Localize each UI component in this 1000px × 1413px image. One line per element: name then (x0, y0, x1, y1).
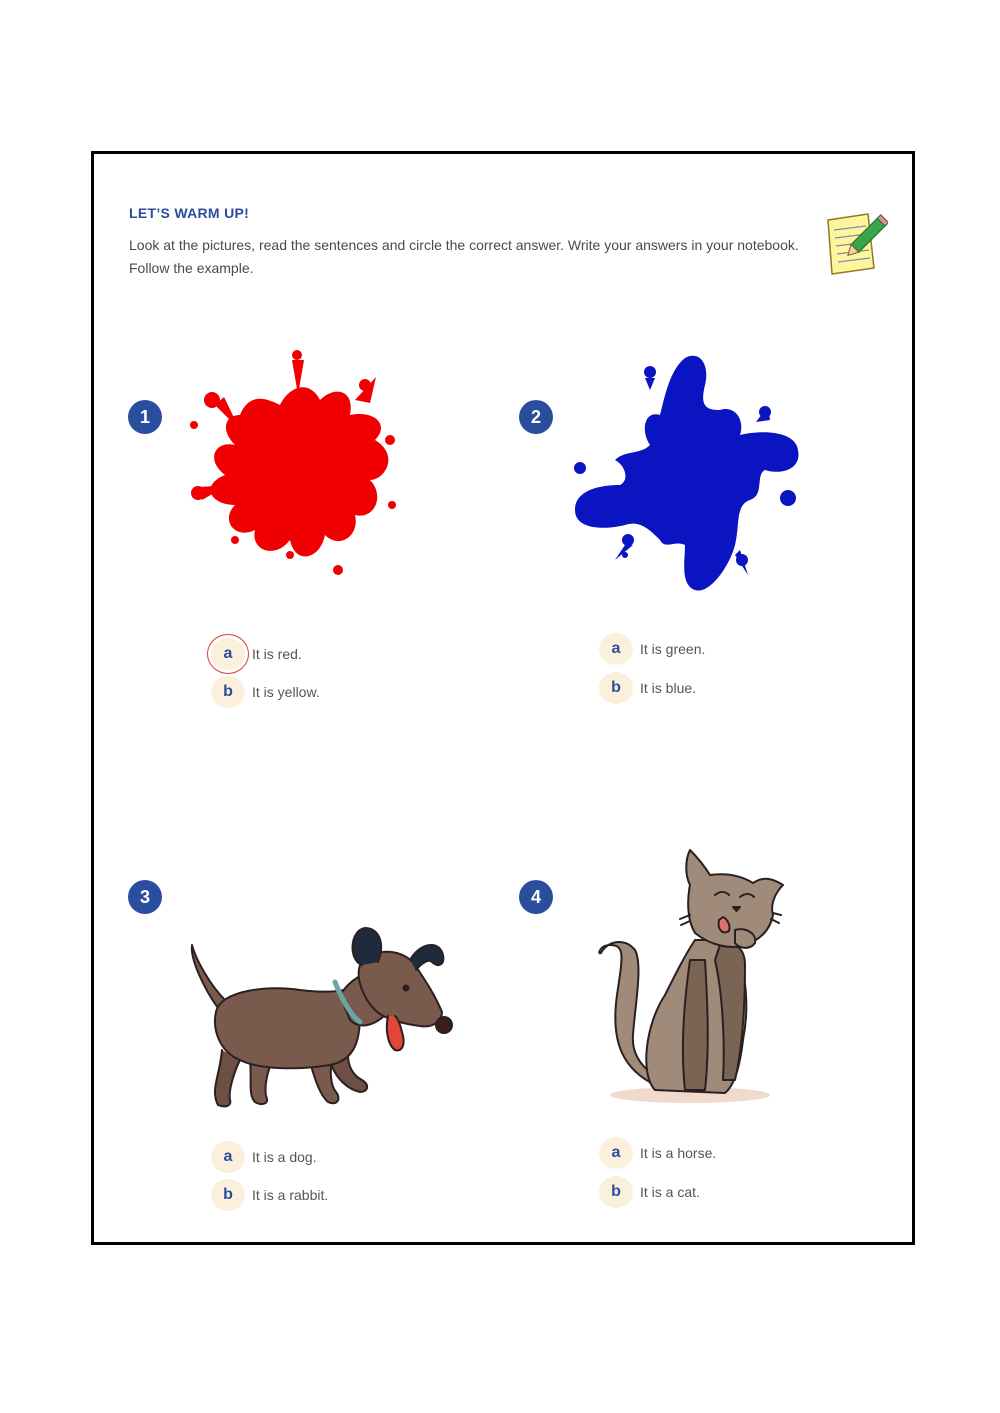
option-letter: a (599, 1137, 633, 1169)
item-2-option-b[interactable] (599, 672, 696, 704)
item-number-2: 2 (519, 400, 553, 434)
item-1-option-a[interactable] (211, 638, 302, 670)
option-text: It is a dog. (252, 1149, 317, 1165)
cat-illustration (595, 845, 785, 1110)
item-2-option-a[interactable] (599, 633, 705, 665)
item-3-option-a[interactable] (211, 1141, 317, 1173)
instructions-text: Look at the pictures, read the sentences and circle the correct answer. Write your answers in your notebook. Follow the example. (129, 237, 799, 276)
option-letter: b (599, 672, 633, 704)
option-letter: a (599, 633, 633, 665)
notebook-pencil-icon (822, 212, 888, 278)
item-number-1: 1 (128, 400, 162, 434)
option-text: It is green. (640, 641, 706, 657)
page-title: LET’S WARM UP! (129, 205, 250, 221)
option-text: It is red. (252, 646, 302, 662)
option-text: It is a rabbit. (252, 1187, 329, 1203)
option-text: It is a cat. (640, 1184, 700, 1200)
option-text: It is yellow. (252, 684, 320, 700)
dog-illustration (180, 920, 470, 1115)
option-letter: a (211, 1141, 245, 1173)
option-letter: b (599, 1176, 633, 1208)
option-text: It is blue. (640, 680, 697, 696)
red-paint-splat-image (180, 345, 410, 580)
option-letter: b (211, 1179, 245, 1211)
option-letter-circled: a (211, 638, 245, 670)
item-4-option-a[interactable] (599, 1137, 716, 1169)
blue-paint-splat-image (570, 350, 810, 595)
item-number-4: 4 (519, 880, 553, 914)
option-text: It is a horse. (640, 1145, 717, 1161)
option-letter: b (211, 676, 245, 708)
item-number-3: 3 (128, 880, 162, 914)
item-1-option-b[interactable] (211, 676, 320, 708)
item-4-option-b[interactable] (599, 1176, 700, 1208)
item-3-option-b[interactable] (211, 1179, 328, 1211)
